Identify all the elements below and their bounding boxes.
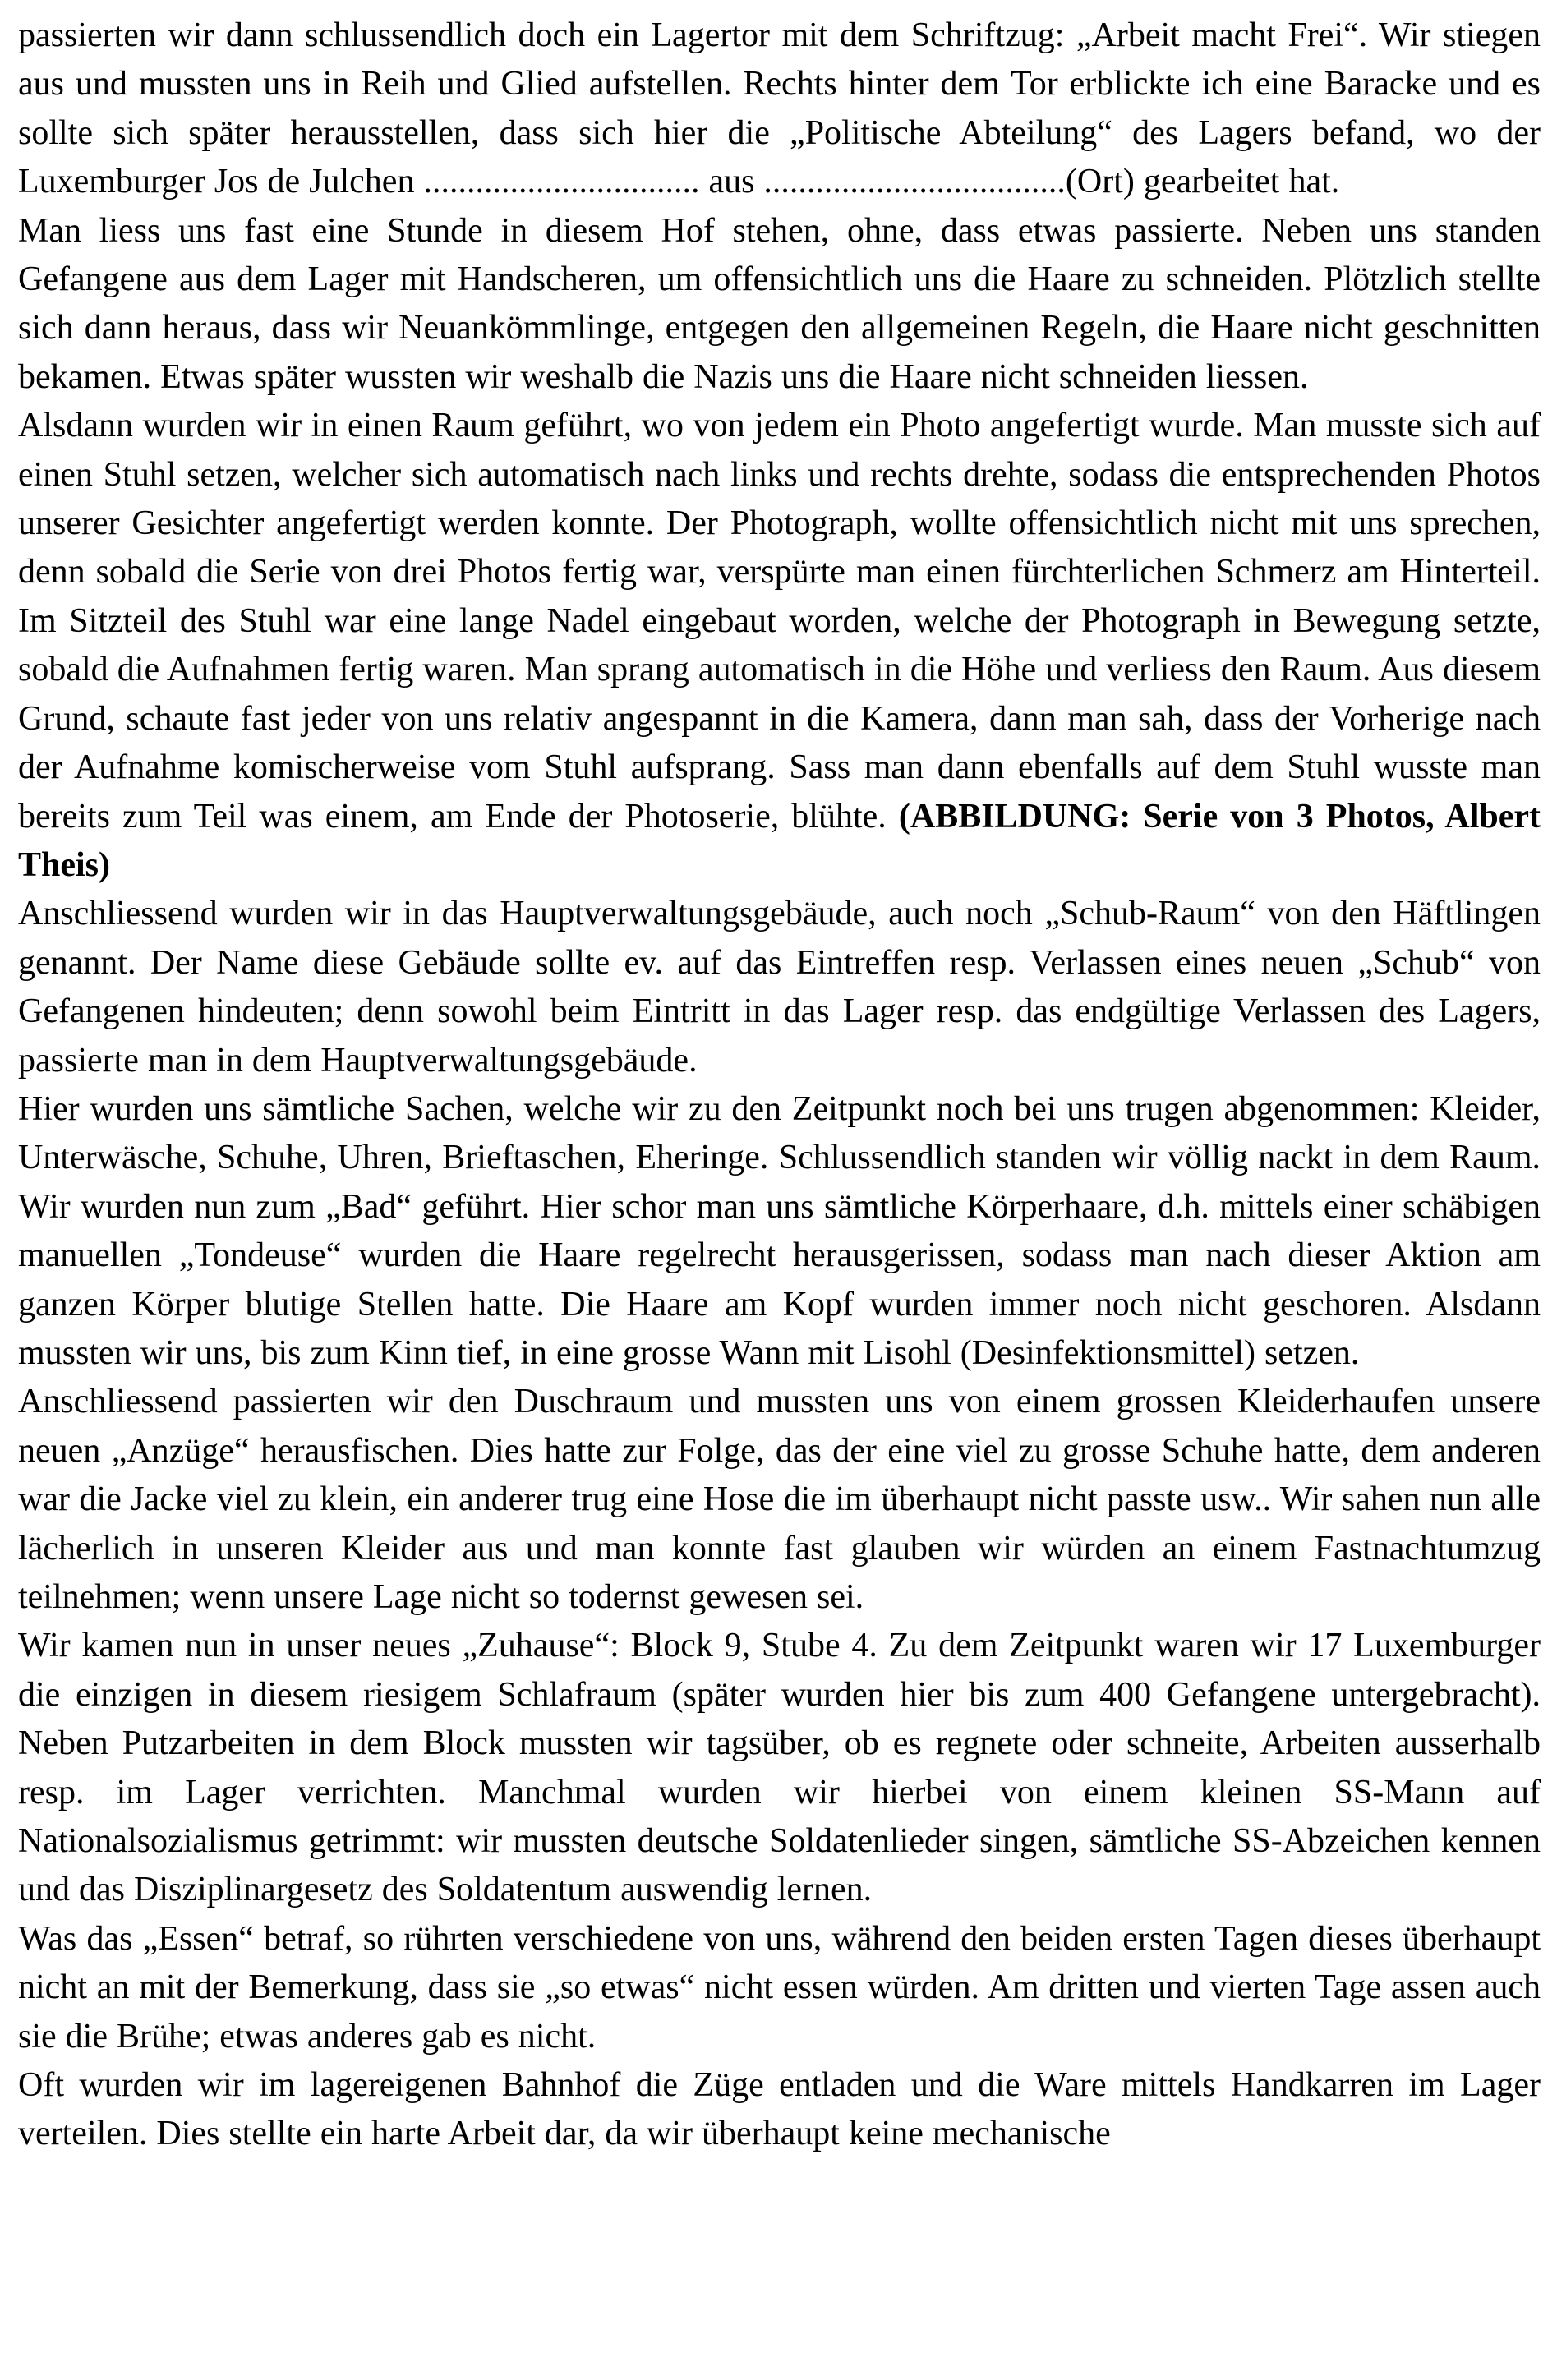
paragraph-duschraum: Anschliessend passierten wir den Duschraum und mussten uns von einem grossen Kleiderhaufen unsere neuen „Anzüge“ herausfischen. Dies hatte zur Folge, das der eine viel zu grosse Schuhe hatte, dem anderen war die Jacke viel zu klein, ein anderer trug eine Hose die im überhaupt nicht passte usw.. Wir sahen nun alle lächerlich in unseren Kleider aus und man konnte fast glauben wir würden an einem Fastnachtumzug teilnehmen; wenn unsere Lage nicht so todernst gewesen sei. (18, 1383, 1541, 1616)
paragraph-bahnhof: Oft wurden wir im lagereigenen Bahnhof die Züge entladen und die Ware mittels Handkarren im Lager verteilen. Dies stellte ein harte Arbeit dar, da wir überhaupt keine mechanische (18, 2066, 1541, 2153)
paragraph-sachen: Hier wurden uns sämtliche Sachen, welche wir zu den Zeitpunkt noch bei uns trugen abgenommen: Kleider, Unterwäsche, Schuhe, Uhren, Brieftaschen, Eheringe. Schlussendlich standen wir völlig nackt in dem Raum. Wir wurden nun zum „Bad“ geführt. Hier schor man uns sämtliche Körperhaare, d.h. mittels einer schäbigen manuellen „Tondeuse“ wurden die Haare regelrecht herausgerissen, sodass man nach dieser Aktion am ganzen Körper blutige Stellen hatte. Die Haare am Kopf wurden immer noch nicht geschoren. Alsdann mussten wir uns, bis zum Kinn tief, in eine grosse Wann mit Lisohl (Desinfektionsmittel) setzen. (18, 1089, 1541, 1372)
paragraph-photo (18, 402, 1541, 890)
paragraph-photo-text: Alsdann wurden wir in einen Raum geführt, wo von jedem ein Photo angefertigt wurde. Man musste sich auf einen Stuhl setzen, welcher sich automatisch nach links und rechts drehte, sodass die entsprechenden Photos unserer Gesichter angefertigt werden konnte. Der Photograph, wollte offensichtlich nicht mit uns sprechen, denn sobald die Serie von drei Photos fertig war, verspürte man einen fürchterlichen Schmerz am Hinterteil. Im Sitzteil des Stuhl war eine lange Nadel eingebaut worden, welche der Photograph in Bewegung setzte, sobald die Aufnahmen fertig waren. Man sprang automatisch in die Höhe und verliess den Raum. Aus diesem Grund, schaute fast jeder von uns relativ angespannt in die Kamera, dann man sah, dass der Vorherige nach der Aufnahme komischerweise vom Stuhl aufsprang. Sass man dann ebenfalls auf dem Stuhl wusste man bereits zum Teil was einem, am Ende der Photoserie, blühte. (18, 407, 1541, 836)
paragraph-hauptverwaltung: Anschliessend wurden wir in das Hauptverwaltungsgebäude, auch noch „Schub-Raum“ von den Häftlingen genannt. Der Name diese Gebäude sollte ev. auf das Eintreffen resp. Verlassen eines neuen „Schub“ von Gefangenen hindeuten; denn sowohl beim Eintritt in das Lager resp. das endgültige Verlassen des Lagers, passierte man in dem Hauptverwaltungsgebäude. (18, 895, 1541, 1080)
paragraph-essen: Was das „Essen“ betraf, so rührten verschiedene von uns, während den beiden ersten Tagen dieses überhaupt nicht an mit der Bemerkung, dass sie „so etwas“ nicht essen würden. Am dritten und vierten Tage assen auch sie die Brühe; etwas anderes gab es nicht. (18, 1919, 1541, 2055)
paragraph-lagertor: passierten wir dann schlussendlich doch ein Lagertor mit dem Schriftzug: „Arbeit macht Frei“. Wir stiegen aus und mussten uns in Reih und Glied aufstellen. Rechts hinter dem Tor erblickte ich eine Baracke und es sollte sich später herausstellen, dass sich hier die „Politische Abteilung“ des Lagers befand, wo der Luxemburger Jos de Julchen ................................ aus ...................................(Ort) gearbeitet hat. (18, 16, 1541, 201)
paragraph-hof: Man liess uns fast eine Stunde in diesem Hof stehen, ohne, dass etwas passierte. Neben uns standen Gefangene aus dem Lager mit Handscheren, um offensichtlich uns die Haare zu schneiden. Plötzlich stellte sich dann heraus, dass wir Neuankömmlinge, entgegen den allgemeinen Regeln, die Haare nicht geschnitten bekamen. Etwas später wussten wir weshalb die Nazis uns die Haare nicht schneiden liessen. (18, 211, 1541, 396)
paragraph-zuhause: Wir kamen nun in unser neues „Zuhause“: Block 9, Stube 4. Zu dem Zeitpunkt waren wir 17 Luxemburger die einzigen in diesem riesigem Schlafraum (später wurden hier bis zum 400 Gefangene untergebracht). Neben Putzarbeiten in dem Block mussten wir tagsüber, ob es regnete oder schneite, Arbeiten ausserhalb resp. im Lager verrichten. Manchmal wurden wir hierbei von einem kleinen SS-Mann auf Nationalsozialismus getrimmt: wir mussten deutsche Soldatenlieder singen, sämtliche SS-Abzeichen kennen und das Disziplinargesetz des Soldatentum auswendig lernen. (18, 1627, 1541, 1909)
figure-caption-reference: (ABBILDUNG: Serie von 3 Photos, Albert Theis) (18, 797, 1541, 884)
